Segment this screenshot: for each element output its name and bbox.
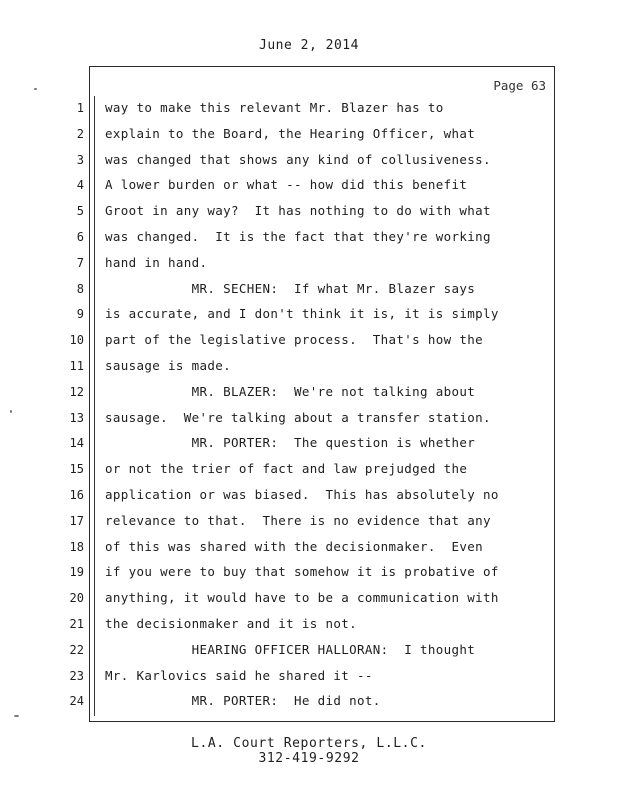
line-text: of this was shared with the decisionmaker. Even xyxy=(105,538,484,554)
transcript-line xyxy=(0,588,560,614)
line-number: 23 xyxy=(69,668,84,683)
line-number: 8 xyxy=(76,281,84,296)
transcript-date: June 2, 2014 xyxy=(259,38,359,53)
line-number: 17 xyxy=(69,513,84,528)
footer xyxy=(0,736,618,766)
reporter-phone: 312-419-9292 xyxy=(258,751,360,766)
line-text: HEARING OFFICER HALLORAN: I thought xyxy=(105,641,476,657)
scan-speck xyxy=(14,715,19,717)
line-text: way to make this relevant Mr. Blazer has to xyxy=(105,100,444,115)
line-text: sausage is made. xyxy=(105,358,232,373)
line-text: the decisionmaker and it is not. xyxy=(105,616,358,631)
transcript-line xyxy=(0,279,560,305)
line-text: application or was biased. This has absolutely no xyxy=(105,487,499,502)
transcript-line xyxy=(0,640,560,666)
line-number: 7 xyxy=(76,255,84,270)
line-text: if you were to buy that somehow it is probative of xyxy=(105,564,499,580)
transcript-line xyxy=(0,356,560,382)
transcript-line xyxy=(0,562,560,588)
transcript-line xyxy=(0,150,560,176)
line-number: 19 xyxy=(69,565,84,580)
line-number: 14 xyxy=(69,436,84,451)
line-text: or not the trier of fact and law prejudged the xyxy=(105,461,468,477)
page-number: Page 63 xyxy=(493,78,546,93)
scan-speck xyxy=(34,88,37,90)
line-number: 5 xyxy=(76,204,84,219)
line-text: hand in hand. xyxy=(105,254,208,270)
line-text: relevance to that. There is no evidence that any xyxy=(105,512,491,528)
line-text: MR. PORTER: The question is whether xyxy=(105,435,476,451)
line-number: 1 xyxy=(76,101,84,115)
transcript-line xyxy=(0,614,560,640)
line-text: explain to the Board, the Hearing Officer, what xyxy=(105,125,476,141)
transcript-line xyxy=(0,433,560,459)
transcript-line xyxy=(0,124,560,150)
line-number: 24 xyxy=(69,694,84,709)
line-number: 11 xyxy=(69,359,84,373)
transcript-line xyxy=(0,253,560,279)
line-number: 22 xyxy=(69,642,84,657)
transcript-line xyxy=(0,408,560,434)
transcript-line xyxy=(0,304,560,330)
line-number: 6 xyxy=(76,230,84,244)
line-number: 20 xyxy=(69,591,84,606)
transcript-line xyxy=(0,485,560,511)
line-number: 9 xyxy=(76,307,84,322)
transcript-line xyxy=(0,382,560,408)
line-number: 3 xyxy=(76,152,84,167)
line-number: 4 xyxy=(76,178,84,193)
transcript-line xyxy=(0,537,560,563)
line-number: 10 xyxy=(69,333,84,348)
line-text: sausage. We're talking about a transfer station. xyxy=(105,409,491,425)
line-number: 15 xyxy=(69,462,84,477)
line-text: was changed. It is the fact that they're working xyxy=(105,229,491,244)
line-number: 13 xyxy=(69,410,84,425)
line-text: A lower burden or what -- how did this benefit xyxy=(105,177,468,193)
line-number: 16 xyxy=(69,488,84,502)
transcript-line xyxy=(0,227,560,253)
line-number: 12 xyxy=(69,384,84,399)
line-text: Mr. Karlovics said he shared it -- xyxy=(105,667,373,683)
line-text: MR. BLAZER: We're not talking about xyxy=(105,383,476,399)
line-text: MR. PORTER: He did not. xyxy=(105,693,381,709)
line-text: was changed that shows any kind of collusiveness. xyxy=(105,151,491,167)
transcript-line xyxy=(0,459,560,485)
transcript-line xyxy=(0,511,560,537)
line-text: anything, it would have to be a communication with xyxy=(105,590,499,606)
line-text: part of the legislative process. That's how the xyxy=(105,332,484,348)
line-number: 21 xyxy=(69,617,84,631)
reporter-company: L.A. Court Reporters, L.L.C. xyxy=(191,736,427,751)
transcript-line xyxy=(0,201,560,227)
line-text: MR. SECHEN: If what Mr. Blazer says xyxy=(105,280,476,296)
transcript-line xyxy=(0,666,560,692)
line-number: 2 xyxy=(76,126,84,141)
line-text: Groot in any way? It has nothing to do with what xyxy=(105,203,491,219)
transcript-line xyxy=(0,330,560,356)
line-text: is accurate, and I don't think it is, it is simply xyxy=(105,306,499,322)
transcript-line xyxy=(0,691,560,717)
transcript-line xyxy=(0,98,560,124)
scan-speck xyxy=(10,410,12,413)
line-number: 18 xyxy=(69,539,84,554)
transcript-line xyxy=(0,175,560,201)
